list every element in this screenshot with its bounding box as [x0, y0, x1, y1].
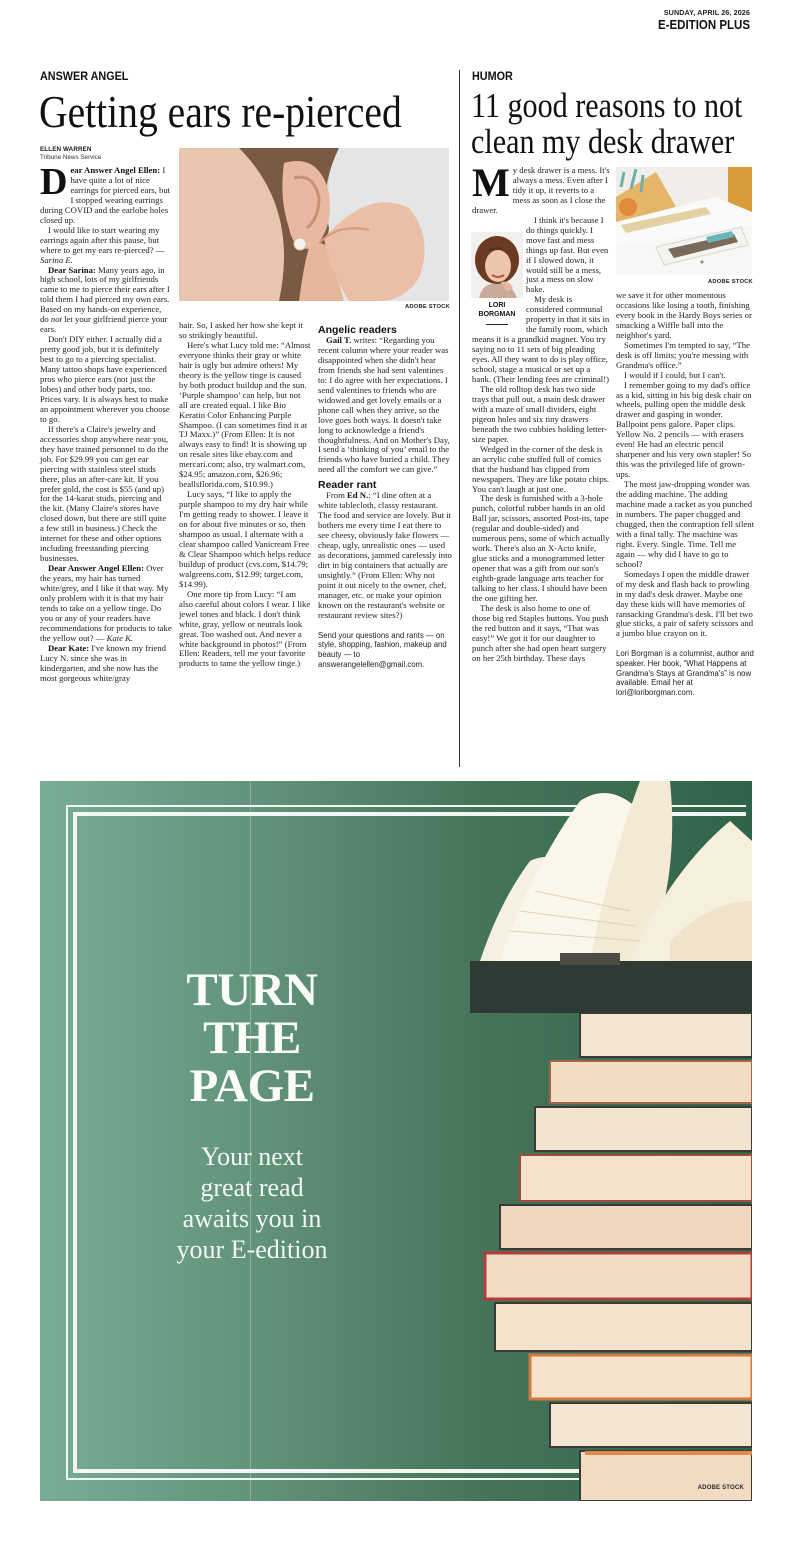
paragraph: From Ed N.: “I dine often at a white tablecloth, classy restaurant. The food and service are lovely. But it bothers me every time I eat there to see cheesy, obviously fake flowers — cheap, ugly, unrealistic ones — used as decorations, jammed carelessly into dirt in big containers that actually are unsightly.” (From Ellen: Why not point it out nicely to the owner, chef, manager, etc. or make your opinion known on the restaurant's website or restaurant review sites?) — [318, 490, 452, 620]
paragraph: The desk is also home to one of those big red Staples buttons. You push the red button and it says, “That was easy!” We got it for our daughter to punch after she had open heart surgery on her 25th birthday. These days — [472, 602, 609, 663]
author-box-spacer — [472, 216, 526, 332]
paragraph: Lucy says, “I like to apply the purple shampoo to my dry hair while I'm getting ready to shower. I leave it on for about five minutes or so, then shampoo as usual. I alternate with a clear shampoo called Vanicream Free & Clear Shampoo which helps reduce buildup of product (cvs.com, $14.79; walgreens.com, $12.99; target.com, $14.99). — [179, 489, 311, 589]
e-edition-promo-ad[interactable] — [40, 781, 752, 1501]
paragraph: Here's what Lucy told me: “Almost everyone thinks their gray or white hair is ugly but admire others! My theory is the yellow tinge is caused by both product buildup and the sun. ‘Purple shampoo’ can help, but not all are created equal. I like Bio Keratin Color Enhancing Purple Shampoo. (I can sometimes find it at TJ Maxx.)” (From Ellen: It is not always easy to find! It is showing up on resale sites like ebay.com and mercari.com; also, try walmart.com, $24.95; amazon.com, $26.96; beallsflorida.com, $10.99.) — [179, 339, 311, 490]
dropcap: D — [40, 161, 68, 203]
paragraph: I would like to start wearing my earrings again after this pause, but where to get my ears re-pierced? — Sarina E. — [40, 224, 165, 265]
paragraph: The old rolltop desk has two side trays that pull out, a main desk drawer with a maze of small dividers, eight pigeon holes and six tiny drawers beneath the two cubbies holding letter-size paper. — [472, 383, 608, 444]
left-column-3 — [318, 322, 452, 669]
desk-drawer-photo-image — [616, 167, 752, 275]
left-column-1 — [40, 161, 172, 684]
paragraph: we save it for other momentous occasions like losing a tooth, finishing every book in the Hardy Boys series or smacking a Wiffle ball into the neighbor's yard. — [616, 290, 752, 340]
right-kicker: HUMOR — [472, 69, 513, 83]
left-kicker: ANSWER ANGEL — [40, 69, 129, 83]
byline-org: Tribune News Service — [40, 154, 102, 161]
author-name: LORI BORGMAN — [478, 302, 516, 318]
paragraph: My desk is considered communal property in that it sits in the family room, which means it is a grandkid magnet. You try saying no to 11 sets of big pleading eyes. All they want to do is play office, school, stage a musical or set up a bank. (Their lending fees are criminal!) — [472, 294, 610, 385]
paragraph: Dear Answer Angel Ellen: I have quite a lot of nice earrings for pierced ears, but I stopped wearing earrings during COVID and the earlobe holes closed up. — [40, 161, 171, 225]
right-headline: 11 good reasons to not clean my desk drawer — [471, 86, 743, 161]
ad-subtitle: Your next great read awaits you in your E-edition — [176, 1142, 328, 1264]
masthead — [650, 8, 750, 32]
left-column-2 — [179, 321, 311, 669]
desk-photo-credit: ADOBE STOCK — [708, 279, 753, 285]
byline — [40, 146, 101, 161]
earring-photo-credit: ADOBE STOCK — [405, 304, 450, 310]
issue-date: SUNDAY, APRIL 26, 2026 — [663, 8, 750, 17]
paragraph: hair. So, I asked her how she kept it so strikingly beautiful. — [179, 320, 304, 340]
left-headline: Getting ears re-pierced — [39, 87, 402, 137]
subhead-reader-rant: Reader rant — [318, 479, 377, 492]
paragraph: Wedged in the corner of the desk is an acrylic cube stuffed full of comics that the husband has clipped from newspapers. They are like potato chips. You can't laugh at just one. — [472, 443, 610, 494]
paragraph: My desk drawer is a mess. It's always a mess. Even after I tidy it up, it reverts to a mess as soon as I close the drawer. — [472, 160, 610, 215]
paragraph: The desk is furnished with a 3-hole punch, colorful rubber bands in an old Ball jar, scissors, assorted Post-its, tape (regular and double-sided) and numerous pens, some of which actually work. There's also an X-Acto knife, glue sticks and a monogrammed letter opener that was a gift from our son's eighth-grade language arts teacher for talking to her class. I should have been the one gifting her. — [472, 493, 610, 603]
author-bio-tagline: Lori Borgman is a columnist, author and speaker. Her book, “What Happens at Grandma's Stays at Grandma's” is now available. Email her at lori@loriborgman.com. — [616, 649, 754, 697]
desk-drawer-photo — [616, 167, 752, 275]
paragraph: Gail T. writes: “Regarding you recent column where your reader was disappointed when she didn't hear from friends she had sent valentines to: I do agree with her expectations. I send valentines to friends who are widowed and get lovely emails or a phone call when they arrive, so the love goes both ways. It doesn't take long to acknowledge a friend's thoughtfulness. And on Mother's Day, I send a ‘thinking of you’ email to the friends who have buried a child. They need all the comfort we can give.” — [318, 335, 450, 475]
paragraph: One more tip from Lucy: “I am also careful about colors I wear. I like jewel tones and black. I don't think white, gray, yellow or neutrals look great. Too washed out. And never a white background in photos!” (From Ellen: Readers, tell me your favorite products to tame the yellow tinge.) — [179, 588, 311, 669]
dropcap: M — [472, 160, 510, 205]
contact-tagline: Send your questions and rants — on style, shopping, fashion, makeup and beauty — to answerangelellen@gmail.com. — [318, 630, 447, 669]
ad-title: TURN THE PAGE — [186, 964, 318, 1112]
earring-photo-image — [179, 148, 449, 301]
right-column-1 — [472, 160, 610, 664]
right-column-2 — [616, 291, 754, 697]
byline-name: ELLEN WARREN — [40, 146, 92, 153]
paragraph: Somedays I open the middle drawer of my desk and flash back to prowling in my dad's desk drawer. Maybe one day these kids will have memories of ransacking Grandma's desk. I'll bet two glue sticks, a pair of safety scissors and a jumbo blue crayon on it. — [616, 568, 754, 639]
subhead-angelic-readers: Angelic readers — [318, 324, 397, 336]
paragraph: The most jaw-dropping wonder was the adding machine. The adding machine made a racket as you punched in numbers. The paper chugged and chugged, then the contraption fell silent with a final tally. The machine was right. Every. Single. Time. Tell me again — why did I have to go to school? — [616, 479, 754, 569]
edition-title: E-EDITION PLUS — [657, 18, 750, 32]
paragraph: Sometimes I'm tempted to say, “The desk is off limits; you're messing with Grandma's office.” — [616, 339, 750, 370]
book-stack-image — [440, 781, 752, 1501]
paragraph: I think it's because I do things quickly. I move fast and mess things up fast. But even if I slowed down, it would still be a mess, just a mess on slow bake. — [472, 216, 610, 296]
paragraph: Don't DIY either. I actually did a pretty good job, but it is definitely best to go to a piercing specialist. Many tattoo shops have experienced pros who pierce ears (not just the lobes) and other body parts, too. Prices vary. It is always best to make an appointment wherever you choose to go. — [40, 334, 170, 424]
paragraph: Dear Answer Angel Ellen: Over the years, my hair has turned white/grey, and I like it that way. My only problem with it is that my hair tends to take on a yellow tinge. Do you or any of your readers have recommendations for products to take the yellow out? — Kate K. — [40, 563, 172, 643]
ad-photo-credit: ADOBE STOCK — [697, 1485, 744, 1491]
paragraph: I would if I could, but I can't. — [624, 369, 726, 380]
paragraph: Dear Sarina: Many years ago, in high school, lots of my girlfriends came to me to pierce their ears after I told them I had pierced my own ears. Based on my hands-on experience, do not let your girlfriend pierce your ears. — [40, 264, 170, 335]
column-divider — [459, 70, 460, 767]
paragraph: If there's a Claire's jewelry and accessories shop anywhere near you, they have trained personnel to do the job. For $29.99 you can get ear piercing with stainless steel studs there, plus an after-care kit. If you prefer gold, the cost is $55 (and up) for the 14-karat studs, piercing and the kit. (Many Claire's stores have closed down, but there are still quite a few still in business.) Check the internet for these and other options including freestanding piercing businesses. — [40, 423, 169, 564]
paragraph: I remember going to my dad's office as a kid, sitting in his big desk chair on wheels, pulling open the middle desk drawer and gasping in wonder. Ballpoint pens galore. Paper clips. Yellow No. 2 pencils — with erasers even! He had an electric pencil sharpener and his very own stapler! So this was the privileged life of grown-ups. — [616, 379, 752, 480]
paragraph: Dear Kate: I've known my friend Lucy N. since she was in kindergarten, and she now has the most gorgeous white/gray — [40, 642, 166, 683]
earring-photo — [179, 148, 449, 301]
